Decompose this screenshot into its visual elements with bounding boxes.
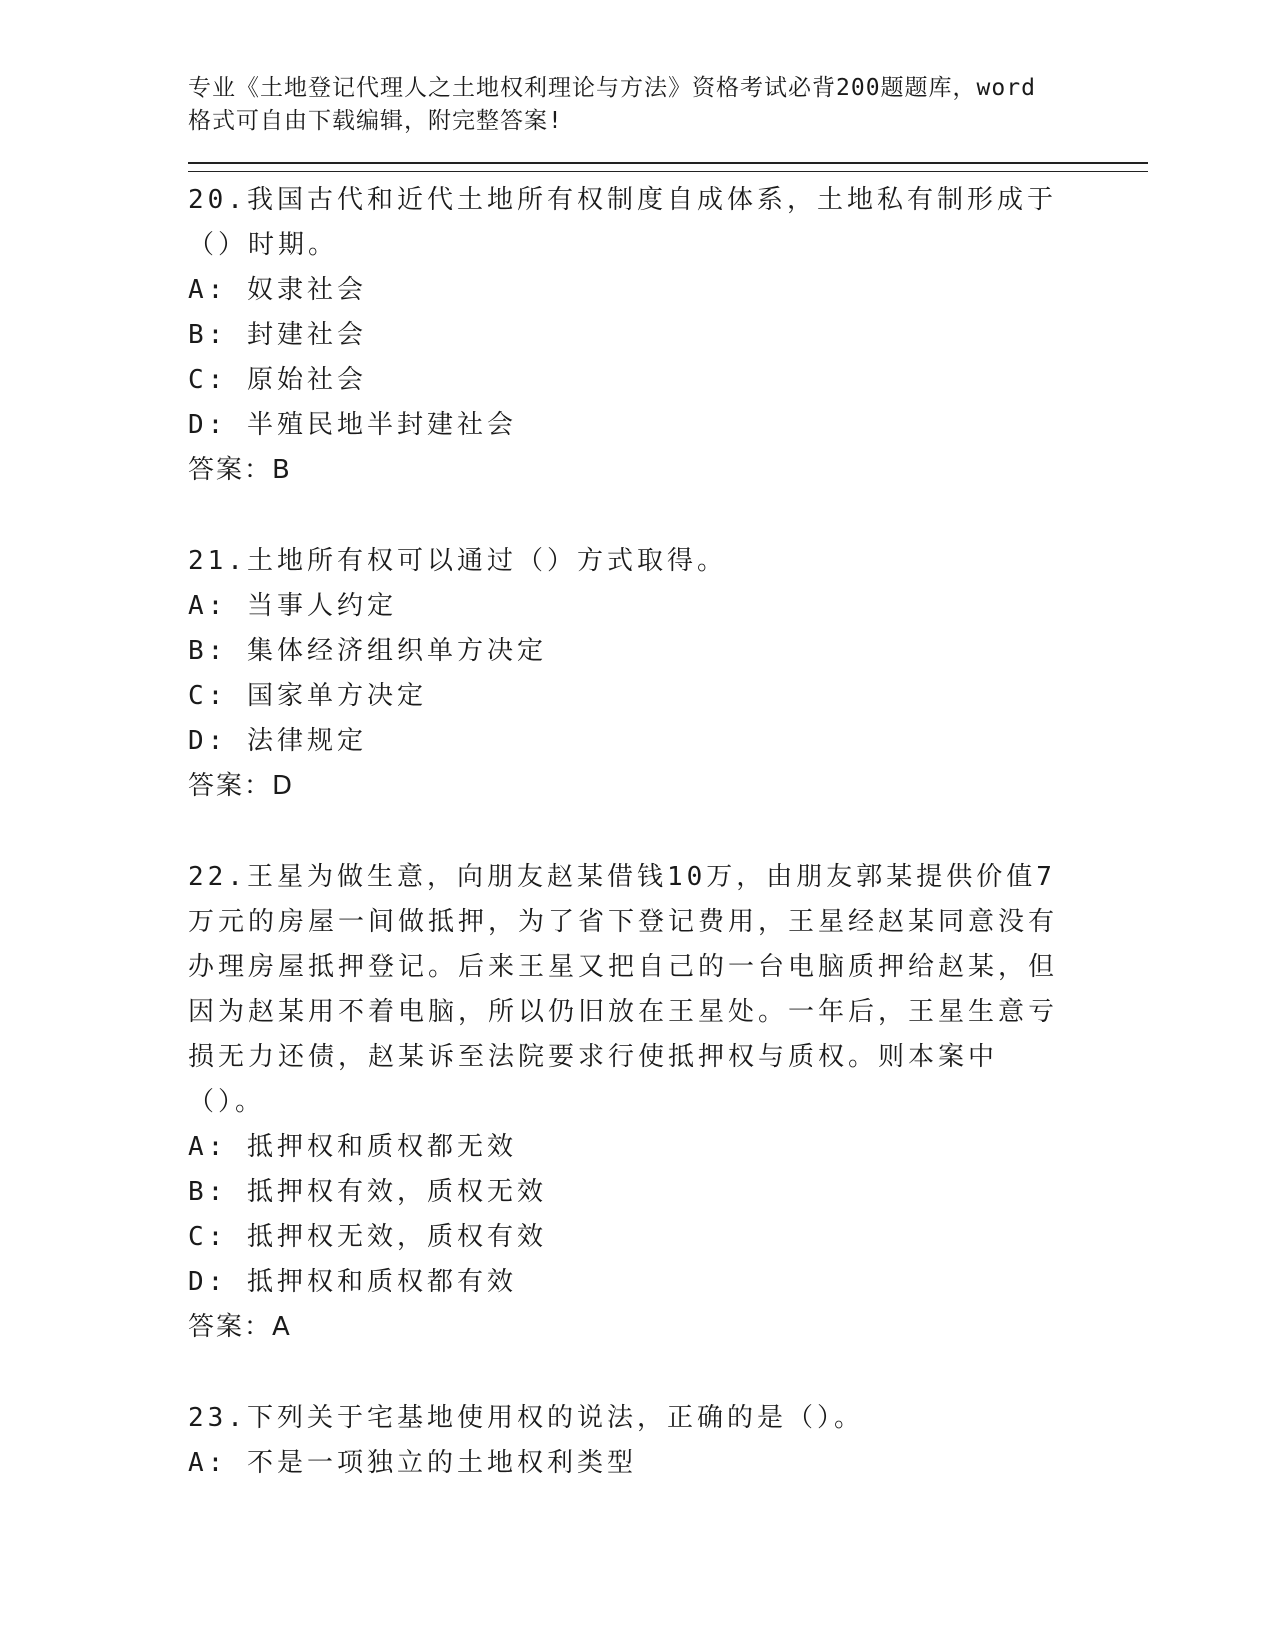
option-d: D: 法律规定 [188,726,367,756]
header-line-1: 专业《土地登记代理人之土地权利理论与方法》资格考试必背200题题库，word [188,75,1036,101]
question-stem: 23.下列关于宅基地使用权的说法，正确的是（）。 [188,1403,864,1433]
answer-line: 答案：A [188,1312,292,1342]
option-c: C: 抵押权无效，质权有效 [188,1222,547,1252]
option-b: B: 封建社会 [188,320,367,350]
option-b: B: 抵押权有效，质权无效 [188,1177,547,1207]
question-20 [188,178,1148,493]
answer-line: 答案：B [188,455,292,485]
option-a: A: 当事人约定 [188,591,397,621]
option-c: C: 原始社会 [188,365,367,395]
option-c: C: 国家单方决定 [188,681,427,711]
question-stem: 20.我国古代和近代土地所有权制度自成体系，土地私有制形成于（）时期。 [188,185,1057,260]
question-22 [188,855,1148,1350]
question-stem: 22.王星为做生意，向朋友赵某借钱10万，由朋友郭某提供价值7万元的房屋一间做抵押，为了省下登记费用，王星经赵某同意没有办理房屋抵押登记。后来王星又把自己的一台电脑质押给赵某，但因为赵某用不着电脑，所以仍旧放在王星处。一年后，王星生意亏损无力还债，赵某诉至法院要求行使抵押权与质权。则本案中（）。 [188,862,1059,1117]
question-21 [188,539,1148,809]
option-b: B: 集体经济组织单方决定 [188,636,547,666]
answer-line: 答案：D [188,771,295,801]
option-a: A: 奴隶社会 [188,275,367,305]
header-divider [188,162,1148,172]
question-23 [188,1396,1148,1486]
document-header [188,72,1058,138]
option-a: A: 抵押权和质权都无效 [188,1132,517,1162]
document-page [188,72,1148,1486]
option-a: A: 不是一项独立的土地权利类型 [188,1448,637,1478]
option-d: D: 抵押权和质权都有效 [188,1267,517,1297]
question-stem: 21.土地所有权可以通过（）方式取得。 [188,546,727,576]
header-line-2: 格式可自由下载编辑，附完整答案! [188,108,563,134]
option-d: D: 半殖民地半封建社会 [188,410,517,440]
